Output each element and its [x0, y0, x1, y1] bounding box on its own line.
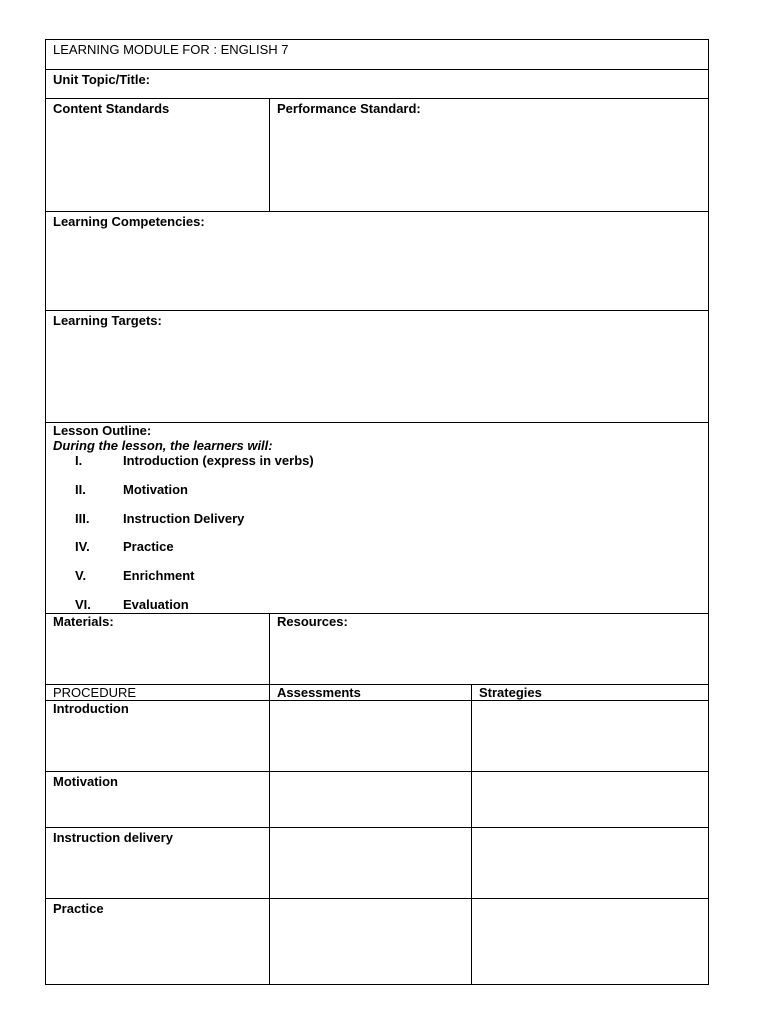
assessment-cell	[269, 771, 472, 828]
outline-item-number: III.	[75, 510, 90, 526]
performance-standard-label: Performance Standard:	[277, 101, 421, 116]
outline-item-number: VI.	[75, 596, 91, 612]
strategies-header-cell	[471, 684, 709, 701]
procedure-row-label: Motivation	[53, 774, 118, 789]
lesson-outline-label: Lesson Outline:	[53, 423, 152, 438]
procedure-row-label-cell	[45, 771, 270, 828]
content-standards-cell	[45, 98, 270, 212]
content-standards-label: Content Standards	[53, 101, 170, 116]
materials-cell	[45, 613, 270, 685]
outline-item	[53, 482, 701, 511]
procedure-row-label: Practice	[53, 901, 104, 916]
outline-item-text: Instruction Delivery	[123, 510, 245, 526]
procedure-header-cell	[45, 684, 270, 701]
module-title: LEARNING MODULE FOR : ENGLISH 7	[53, 42, 289, 57]
learning-competencies-label: Learning Competencies:	[53, 214, 205, 229]
outline-item-text: Evaluation	[123, 596, 189, 612]
outline-item-text: Motivation	[123, 481, 188, 497]
lesson-outline-intro: During the lesson, the learners will:	[53, 438, 273, 453]
assessments-header-cell	[269, 684, 472, 701]
materials-label: Materials:	[53, 614, 114, 629]
outline-item	[53, 511, 701, 540]
outline-item	[53, 453, 701, 482]
procedure-header: PROCEDURE	[53, 685, 137, 700]
outline-item	[53, 539, 701, 568]
outline-item	[53, 597, 701, 613]
strategy-cell	[471, 700, 709, 772]
learning-module-form	[45, 39, 709, 985]
strategy-cell	[471, 827, 709, 899]
procedure-row-label-cell	[45, 700, 270, 772]
assessment-cell	[269, 827, 472, 899]
assessment-cell	[269, 898, 472, 985]
outline-item-text: Enrichment	[123, 568, 195, 584]
resources-label: Resources:	[277, 614, 348, 629]
module-title-cell	[45, 39, 709, 70]
learning-targets-cell	[45, 310, 709, 423]
outline-item-number: I.	[75, 453, 83, 468]
outline-item-number: IV.	[75, 539, 90, 555]
strategies-header: Strategies	[479, 685, 542, 700]
procedure-row-label-cell	[45, 898, 270, 985]
outline-item-text: Introduction (express in verbs)	[123, 453, 314, 468]
outline-list	[53, 453, 701, 613]
performance-standard-cell	[269, 98, 709, 212]
outline-item-number: II.	[75, 481, 86, 497]
resources-cell	[269, 613, 709, 685]
outline-item	[53, 568, 701, 597]
procedure-row-label: Introduction	[53, 701, 129, 716]
strategy-cell	[471, 898, 709, 985]
unit-topic-cell	[45, 69, 709, 99]
unit-topic-label: Unit Topic/Title:	[53, 72, 151, 87]
learning-competencies-cell	[45, 211, 709, 311]
assessments-header: Assessments	[277, 685, 361, 700]
procedure-row-label: Instruction delivery	[53, 830, 173, 845]
lesson-outline-cell	[45, 422, 709, 614]
learning-targets-label: Learning Targets:	[53, 313, 162, 328]
outline-item-number: V.	[75, 568, 87, 584]
procedure-row-label-cell	[45, 827, 270, 899]
assessment-cell	[269, 700, 472, 772]
strategy-cell	[471, 771, 709, 828]
outline-item-text: Practice	[123, 539, 174, 555]
